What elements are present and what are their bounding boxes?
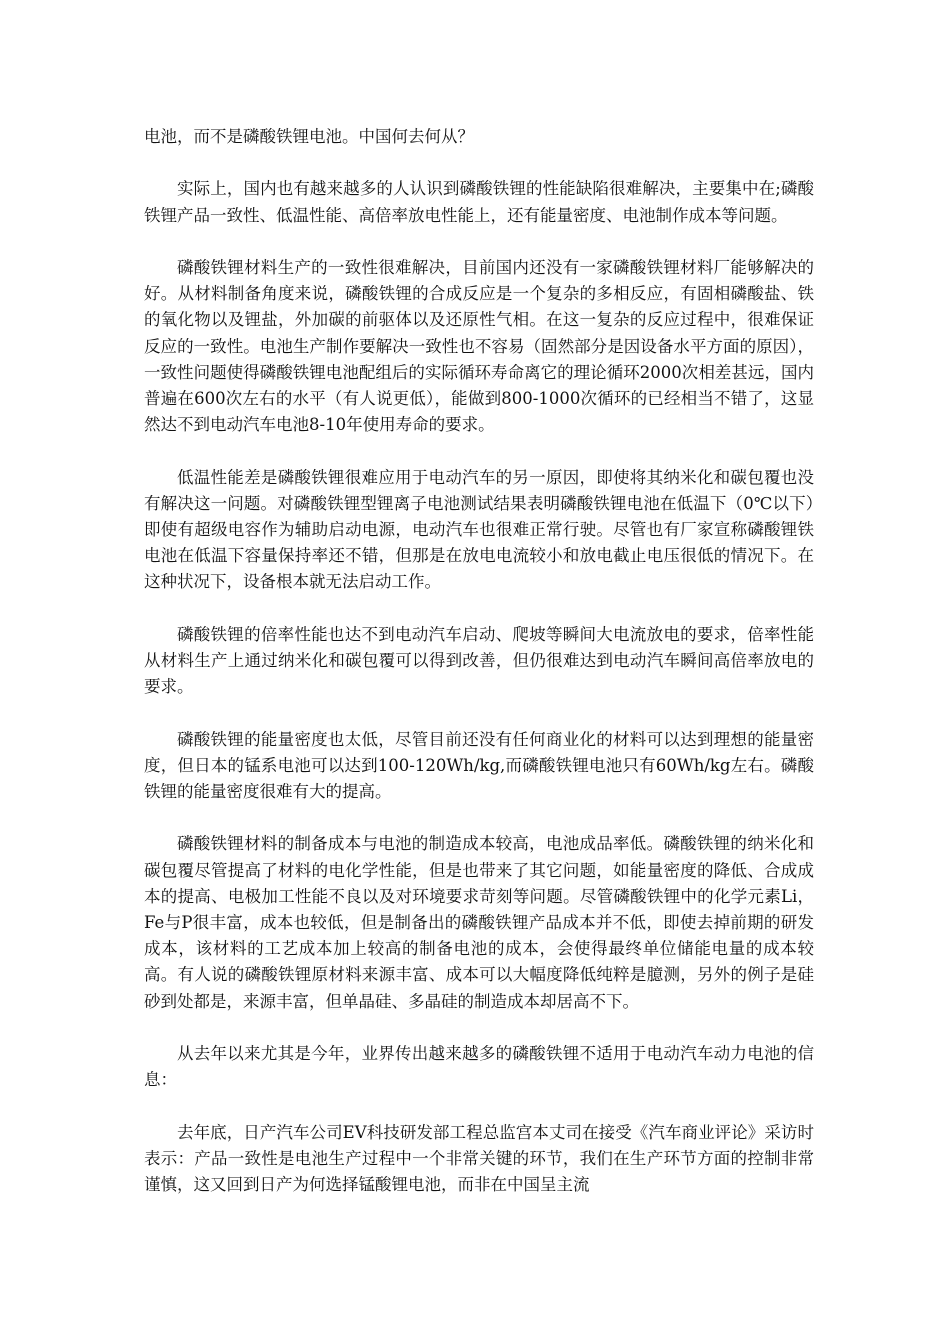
paragraph-4: 低温性能差是磷酸铁锂很难应用于电动汽车的另一原因，即使将其纳米化和碳包覆也没有解决这一问题。对磷酸铁锂型锂离子电池测试结果表明磷酸铁锂电池在低温下（0℃以下）即使有超级电容作为辅助启动电源，电动汽车也很难正常行驶。尽管也有厂家宣称磷酸锂铁电池在低温下容量保持率还不错，但那是在放电电流较小和放电截止电压很低的情况下。在这种状况下，设备根本就无法启动工作。 bbox=[144, 467, 814, 592]
paragraph-2: 实际上，国内也有越来越多的人认识到磷酸铁锂的性能缺陷很难解决，主要集中在;磷酸铁锂产品一致性、低温性能、高倍率放电性能上，还有能量密度、电池制作成本等问题。 bbox=[144, 179, 814, 225]
document-body bbox=[144, 124, 814, 1224]
paragraph-3: 磷酸铁锂材料生产的一致性很难解决，目前国内还没有一家磷酸铁锂材料厂能够解决的好。从材料制备角度来说，磷酸铁锂的合成反应是一个复杂的多相反应，有固相磷酸盐、铁的氧化物以及锂盐，外加碳的前驱体以及还原性气相。在这一复杂的反应过程中，很难保证反应的一致性。电池生产制作要解决一致性也不容易（固然部分是因设备水平方面的原因），一致性问题使得磷酸铁锂电池配组后的实际循环寿命离它的理论循环2000次相差甚远，国内普遍在600次左右的水平（有人说更低），能做到800-1000次循环的已经相当不错了，这显然达不到电动汽车电池8-10年使用寿命的要求。 bbox=[144, 257, 814, 435]
paragraph-9: 去年底，日产汽车公司EV科技研发部工程总监宫本丈司在接受《汽车商业评论》采访时表示：产品一致性是电池生产过程中一个非常关键的环节，我们在生产环节方面的控制非常谨慎，这又回到日产为何选择锰酸锂电池，而非在中国呈主流 bbox=[144, 1122, 814, 1194]
paragraph-7: 磷酸铁锂材料的制备成本与电池的制造成本较高，电池成品率低。磷酸铁锂的纳米化和碳包覆尽管提高了材料的电化学性能，但是也带来了其它问题，如能量密度的降低、合成成本的提高、电极加工性能不良以及对环境要求苛刻等问题。尽管磷酸铁锂中的化学元素Li，Fe与P很丰富，成本也较低，但是制备出的磷酸铁锂产品成本并不低，即使去掉前期的研发成本，该材料的工艺成本加上较高的制备电池的成本，会使得最终单位储能电量的成本较高。有人说的磷酸铁锂原材料来源丰富、成本可以大幅度降低纯粹是臆测，另外的例子是硅砂到处都是，来源丰富，但单晶硅、多晶硅的制造成本却居高不下。 bbox=[144, 834, 814, 1011]
paragraph-5: 磷酸铁锂的倍率性能也达不到电动汽车启动、爬坡等瞬间大电流放电的要求，倍率性能从材料生产上通过纳米化和碳包覆可以得到改善，但仍很难达到电动汽车瞬间高倍率放电的要求。 bbox=[144, 624, 814, 697]
paragraph-1: 电池，而不是磷酸铁锂电池。中国何去何从？ bbox=[144, 127, 474, 146]
paragraph-6: 磷酸铁锂的能量密度也太低，尽管目前还没有任何商业化的材料可以达到理想的能量密度，但日本的锰系电池可以达到100-120Wh/kg,而磷酸铁锂电池只有60Wh/kg左右。磷酸铁锂的能量密度很难有大的提高。 bbox=[144, 729, 814, 801]
paragraph-8: 从去年以来尤其是今年，业界传出越来越多的磷酸铁锂不适用于电动汽车动力电池的信息： bbox=[144, 1044, 814, 1090]
